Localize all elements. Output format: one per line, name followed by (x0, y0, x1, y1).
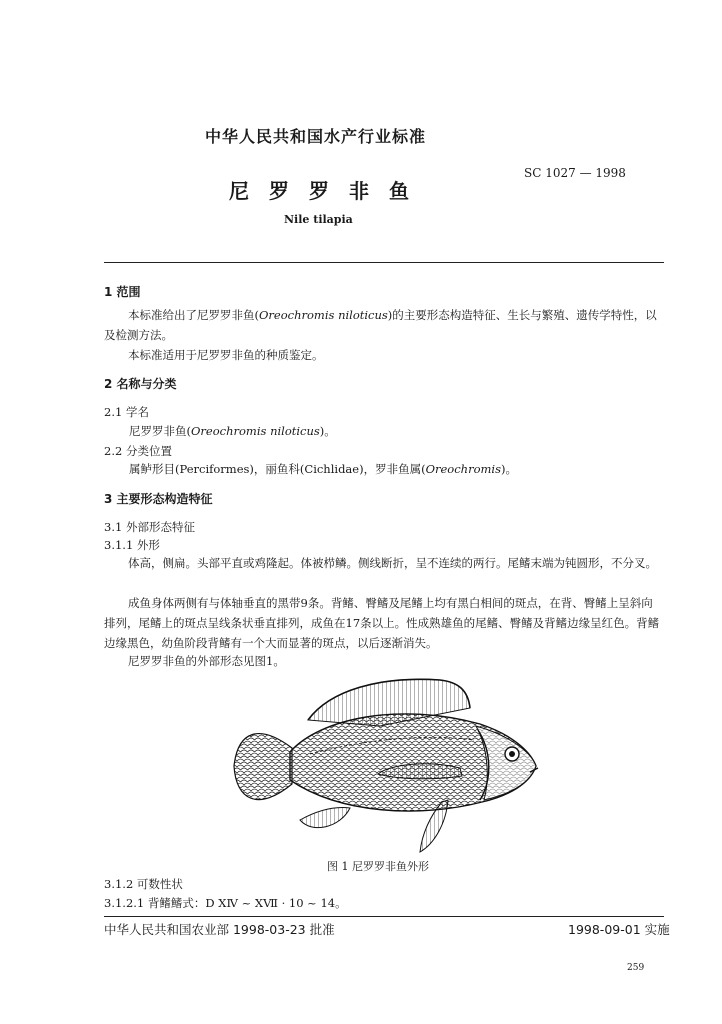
section-3-heading: 3 主要形态构造特征 (104, 492, 213, 506)
section-2-heading: 2 名称与分类 (104, 377, 177, 391)
effective-date: 1998-09-01 实施 (568, 922, 670, 937)
fish-illustration (230, 668, 545, 858)
section-2-2-heading: 2.2 分类位置 (104, 444, 172, 458)
document-title: 尼罗罗非鱼 (229, 179, 429, 203)
section-3-1-1-paragraph-3: 尼罗罗非鱼的外部形态见图1。 (128, 654, 285, 668)
standard-number: SC 1027 — 1998 (524, 166, 626, 180)
section-3-1-heading: 3.1 外部形态特征 (104, 520, 195, 534)
section-3-1-2-heading: 3.1.2 可数性状 (104, 877, 183, 891)
footer-divider (104, 916, 664, 917)
section-2-2-text: 属鲈形目(Perciformes)，丽鱼科(Cichlidae)，罗非鱼属(Oreochromis)。 (129, 462, 517, 476)
section-2-1-heading: 2.1 学名 (104, 405, 149, 419)
section-3-1-2-1-text: 3.1.2.1 背鳍鳍式：D XⅣ ~ XⅦ · 10 ~ 14。 (104, 896, 347, 910)
section-1-heading: 1 范围 (104, 285, 141, 299)
page-number: 259 (627, 963, 645, 973)
section-1-paragraph-2: 本标准适用于尼罗罗非鱼的种质鉴定。 (128, 348, 324, 362)
figure-caption: 图 1 尼罗罗非鱼外形 (327, 860, 429, 873)
issuer-title: 中华人民共和国水产行业标准 (205, 127, 427, 146)
section-2-1-text: 尼罗罗非鱼(Oreochromis niloticus)。 (129, 424, 336, 438)
section-1-paragraph-1: 本标准给出了尼罗罗非鱼(Oreochromis niloticus)的主要形态构造特征、生长与繁殖、遗传学特性，以及检测方法。 (104, 308, 657, 342)
document-title-english: Nile tilapia (284, 213, 353, 226)
section-3-1-1-paragraph-1: 体高，侧扁。头部平直或鸡隆起。体被栉鳞。侧线断折，呈不连续的两行。尾鳍末端为钝圆形，不分叉。 (128, 556, 657, 570)
section-3-1-1-heading: 3.1.1 外形 (104, 538, 160, 552)
header-divider (104, 262, 664, 263)
issue-date: 中华人民共和国农业部 1998-03-23 批准 (104, 922, 335, 937)
section-3-1-1-paragraph-2: 成鱼身体两侧有与体轴垂直的黑带9条。背鳍、臀鳍及尾鳍上均有黑白相间的斑点，在背、臀鳍上呈斜向排列，尾鳍上的斑点呈线条状垂直排列，成鱼在17条以上。性成熟雄鱼的尾鳍、臀鳍及背鳍边缘呈红色。背鳍边缘黑色，幼鱼阶段背鳍有一个大而显著的斑点，以后逐渐消失。 (104, 596, 660, 650)
